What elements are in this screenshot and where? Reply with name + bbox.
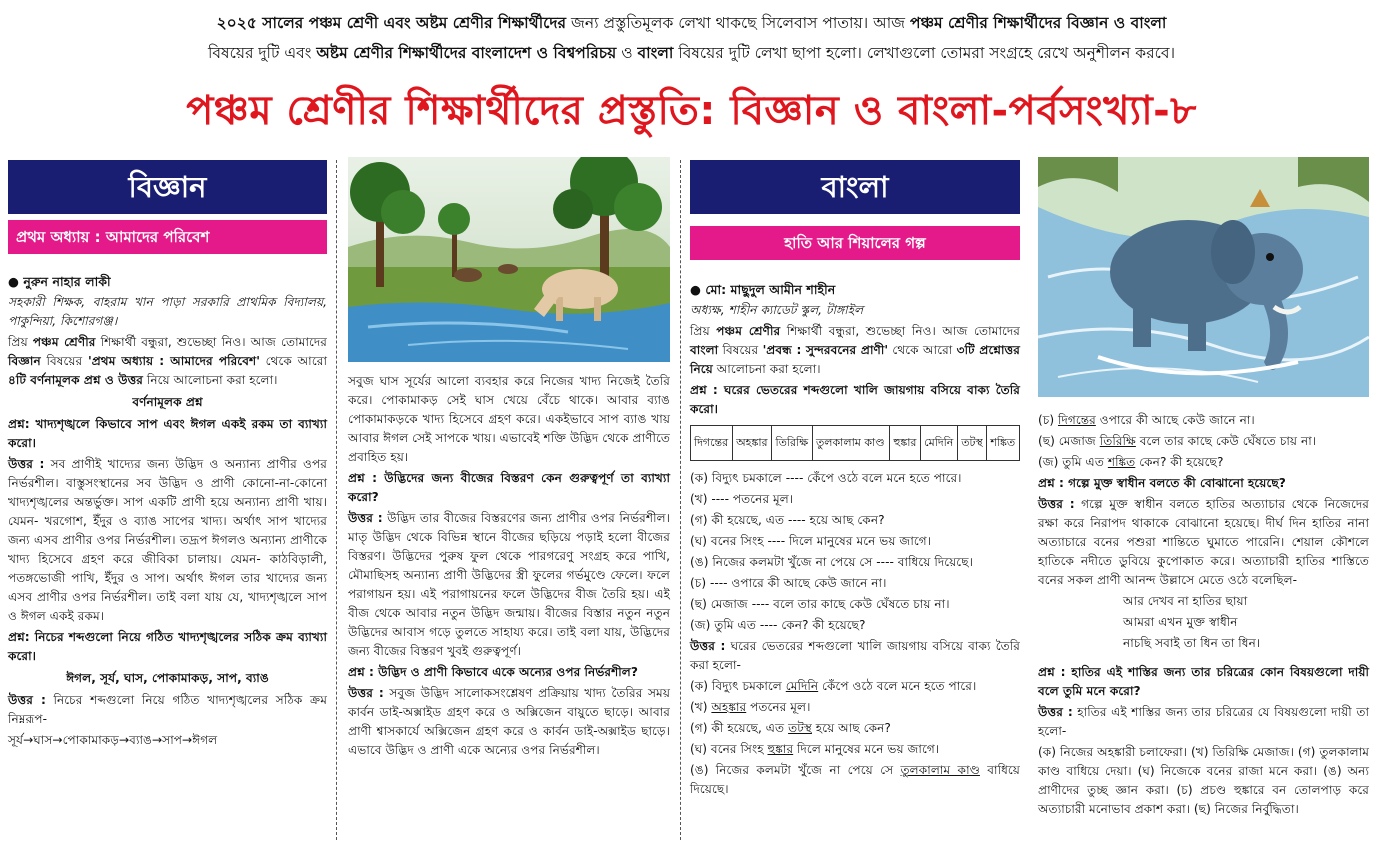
science-intro: প্রিয় পঞ্চম শ্রেণীর শিক্ষার্থী বন্ধুরা, শুভেচ্ছা নিও। আজ তোমাদের বিজ্ঞান বিষয়ের 'প্রথম অধ্যায় : আমাদের পরিবেশ' থেকে আরো ৪টি বর্ণনামূলক প্রশ্ন ও উত্তর নিয়ে আলোচনা করা হলো। (8, 335, 327, 387)
science-chapter-bar: প্রথম অধ্যায় : আমাদের পরিবেশ (8, 220, 327, 254)
bangla-blank-item: (ছ) মেজাজ ---- বলে তার কাছে কেউ ঘেঁষতে চায় না। (690, 597, 950, 611)
science-section-title: বিজ্ঞান (8, 160, 327, 214)
science-question-4: প্রশ্ন : উদ্ভিদ ও প্রাণী কিভাবে একে অন্যের ওপর নির্ভরশীল? (348, 665, 638, 679)
bangla-answer-item: (ঘ) বনের সিংহ হুঙ্কার দিলে মানুষের মনে ভয় জাগে। (690, 742, 940, 756)
science-answer-3: উত্তর : উদ্ভিদ তার বীজের বিস্তরণের জন্য প্রাণীর ওপর নির্ভরশীল। মাতৃ উদ্ভিদ থেকে বিভিন্ন স্থানে বীজের ছড়িয়ে পড়াই হলো বীজের বিস্তরণ। উদ্ভিদের পুরুষ ফুল থেকে পারগরেণু সংগ্রহ করে পাখি, মৌমাছিসহ অন্যান্য প্রাণী উদ্ভিদের স্ত্রী ফুলের গর্ভমুণ্ডে ফেলে। ফলে পরাগায়ন হয়। এই পরাগায়নের ফলে উদ্ভিদের বীজ তৈরি হয়। এই বীজ থেকে আবার নতুন উদ্ভিদ জন্মায়। বীজের বিস্তার নতুন নতুন উদ্ভিদের আবাস গড়ে তুলতে সাহায্য করে। তাই বলা যায়, উদ্ভিদের জন্য বীজের বিস্তরণ খুবই গুরুত্বপূর্ণ। (348, 511, 671, 658)
bangla-blank-item: (ঘ) বনের সিংহ ---- দিলে মানুষের মনে ভয় জাগে। (690, 534, 932, 548)
science-answer-2-continued: সবুজ ঘাস সূর্যের আলো ব্যবহার করে নিজের খাদ্য নিজেই তৈরি করে। পোকামাকড় সেই ঘাস খেয়ে বেঁচে থাকে। আবার ব্যাঙ পোকামাকড়কে খাদ্য হিসেবে গ্রহণ করে। একইভাবে সাপ ব্যাঙ খায় আবার ঈগল সেই সাপকে খায়। এভাবেই শক্তি উদ্ভিদ থেকে প্রাণীতে প্রবাহিত হয়। (348, 374, 670, 464)
science-question-2: প্রশ্ন: নিচের শব্দগুলো নিয়ে গঠিত খাদ্যশৃঙ্খলের সঠিক ক্রম ব্যাখ্যা করো। (8, 630, 327, 663)
bangla-author-info: অধ্যক্ষ, শাহীন ক্যাডেট স্কুল, টাঙ্গাইল (690, 303, 864, 317)
bangla-answer-3-list: (ক) নিজের অহঙ্কারী চলাফেরা। (খ) তিরিক্ষি মেজাজ। (গ) তুলকালাম কাণ্ড বাধিয়ে দেয়া। (ঘ) নিজেকে বনের রাজা মনে করা। (ঙ) অন্য প্রাণীদের তুচ্ছ জ্ঞান করা। (চ) প্রচণ্ড হুঙ্কারে বন তোলপাড় করে অত্যাচারী মনোভাব প্রকাশ করা। (ছ) নিজের নির্বুদ্ধিতা। (1038, 745, 1369, 816)
bangla-answer-item: (চ) দিগন্তের ওপারে কী আছে কেউ জানে না। (1038, 413, 1255, 427)
bangla-section-title: বাংলা (690, 160, 1020, 214)
bangla-blank-item: (ক) বিদ্যুৎ চমকালে ---- কেঁপে ওঠে বলে মনে হতে পারে। (690, 471, 962, 485)
science-answer-2: উত্তর : নিচের শব্দগুলো নিয়ে গঠিত খাদ্যশৃঙ্খলের সঠিক ক্রম নিম্নরূপ- (8, 693, 327, 726)
bangla-column-1 (690, 157, 1020, 801)
page-headline: পঞ্চম শ্রেণীর শিক্ষার্থীদের প্রস্তুতি: বিজ্ঞান ও বাংলা-পর্বসংখ্যা-৮ (186, 88, 1197, 134)
bangla-blank-item: (জ) তুমি এত ---- কেন? কী হয়েছে? (690, 618, 866, 632)
bangla-answer-2: উত্তর : গল্পে মুক্ত স্বাধীন বলতে হাতির অত্যাচার থেকে নিজেদের রক্ষা করে নিরাপদ থাকাকে বোঝানো হয়েছে। দীর্ঘ দিন হাতির নানা অত্যাচারে বনের পশুরা শান্তিতে ঘুমাতে পারেনি। শেয়াল কৌশলে হাতিকে নদীতে ডুবিয়ে কুপোকাত করে। অত্যাচারী হাতির শাস্তিতে বনের সকল প্রাণী আনন্দ উল্লাসে মেতে ওঠে বলেছিল- (1038, 497, 1370, 587)
intro-line-2: বিষয়ের দুটি এবং অষ্টম শ্রেণীর শিক্ষার্থীদের বাংলাদেশ ও বিশ্বপরিচয় ও বাংলা বিষয়ের দুটি লেখা ছাপা হলো। লেখাগুলো তোমরা সংগ্রহে রেখে অনুশীলন করবে। (207, 44, 1176, 62)
bangla-question-1: প্রশ্ন : ঘরের ভেতরের শব্দগুলো খালি জায়গায় বসিয়ে বাক্য তৈরি করো। (690, 383, 1020, 416)
intro-text (14, 8, 1369, 68)
bangla-author: ● মো: মাছুদুল আমীন শাহীন (690, 282, 836, 297)
bangla-verse-line: নাচছি সবাই তা ধিন তা ধিন। (1123, 636, 1261, 650)
word-box-cell: শঙ্কিত (987, 426, 1020, 461)
cow-drinking-water-illustration (348, 157, 670, 362)
bangla-answer-item: (খ) অহঙ্কার পতনের মূল। (690, 700, 811, 714)
bangla-blank-item: (খ) ---- পতনের মূল। (690, 492, 794, 506)
science-answer-4: উত্তর : সবুজ উদ্ভিদ সালোকসংশ্লেষণ প্রক্রিয়ায় খাদ্য তৈরির সময় কার্বন ডাই-অক্সাইড গ্রহণ করে ও অক্সিজেন বায়ুতে ছাড়ে। আবার প্রাণী শ্বাসকার্যে অক্সিজেন গ্রহণ করে ও কার্বন ডাই-অক্সাইড ছাড়ে। এভাবে উদ্ভিদ ও প্রাণী একে অন্যের ওপর নির্ভরশীল। (348, 686, 671, 757)
bangla-column-2 (1038, 157, 1369, 821)
bangla-word-box (690, 425, 1020, 461)
bangla-verse-line: আমরা এখন মুক্ত স্বাধীন (1123, 615, 1238, 629)
science-column-2 (348, 157, 670, 762)
science-descriptive-heading: বর্ণনামূলক প্রশ্ন (132, 395, 203, 409)
word-box-cell: হুঙ্কার (890, 426, 921, 461)
word-box-cell: তিরিক্ষি (772, 426, 813, 461)
science-food-chain: সূর্য→ঘাস→পোকামাকড়→ব্যাঙ→সাপ→ঈগল (8, 733, 218, 747)
word-box-cell: অহঙ্কার (733, 426, 772, 461)
bangla-blank-item: (চ) ---- ওপারে কী আছে কেউ জানে না। (690, 576, 887, 590)
bangla-answer-item: (ক) বিদ্যুৎ চমকালে মেদিনি কেঁপে ওঠে বলে মনে হতে পারে। (690, 679, 977, 693)
bangla-verse-line: আর দেখব না হাতির ছায়া (1123, 594, 1248, 608)
bangla-answer-item: (ছ) মেজাজ তিরিক্ষি বলে তার কাছে কেউ ঘেঁষতে চায় না। (1038, 434, 1317, 448)
bangla-answer-item: (গ) কী হয়েছে, এত তটস্থ হয়ে আছ কেন? (690, 721, 891, 735)
intro-line-1: ২০২৫ সালের পঞ্চম শ্রেণী এবং অষ্টম শ্রেণীর শিক্ষার্থীদের জন্য প্রস্তুতিমূলক লেখা থাকছে সিলেবাস পাতায়। আজ পঞ্চম শ্রেণীর শিক্ষার্থীদের বিজ্ঞান ও বাংলা (216, 14, 1167, 32)
science-question-2-words: ঈগল, সূর্য, ঘাস, পোকামাকড়, সাপ, ব্যাঙ (66, 671, 269, 685)
science-author-info: সহকারী শিক্ষক, বাহরাম খান পাড়া সরকারি প্রাথমিক বিদ্যালয়, পাকুন্দিয়া, কিশোরগঞ্জ। (8, 295, 327, 328)
science-question-1: প্রশ্ন: খাদ্যশৃঙ্খলে কিভাবে সাপ এবং ঈগল একই রকম তা ব্যাখ্যা করো। (8, 417, 327, 450)
bangla-blank-item: (ঙ) নিজের কলমটা খুঁজে না পেয়ে সে ---- বাধিয়ে দিয়েছে। (690, 555, 973, 569)
bangla-story-bar: হাতি আর শিয়ালের গল্প (690, 226, 1020, 260)
word-box-cell: মেদিনি (921, 426, 958, 461)
science-question-3: প্রশ্ন : উদ্ভিদের জন্য বীজের বিস্তরণ কেন গুরুত্বপূর্ণ তা ব্যাখ্যা করো? (348, 471, 670, 504)
bangla-question-3: প্রশ্ন : হাতির এই শাস্তির জন্য তার চরিত্রের কোন বিষয়গুলো দায়ী বলে তুমি মনে করো? (1038, 665, 1369, 698)
bangla-answer-1-intro: উত্তর : ঘরের ভেতরের শব্দগুলো খালি জায়গায় বসিয়ে বাক্য তৈরি করা হলো- (690, 639, 1021, 672)
science-answer-1: উত্তর : সব প্রাণীই খাদ্যের জন্য উদ্ভিদ ও অন্যান্য প্রাণীর ওপর নির্ভরশীল। বাস্তুসংস্থানের সব উদ্ভিদ ও প্রাণী কোনো-না-কোনো খাদ্যশৃঙ্খলের অন্তর্ভুক্ত। সাপ একটি প্রাণী হয়ে অন্যান্য প্রাণী খায়। যেমন- খরগোশ, ইঁদুর ও ব্যাঙ সাপের খাদ্য। অর্থাৎ সাপ খাদ্যের জন্য এসব প্রাণীর ওপর নির্ভরশীল। তদ্রূপ ঈগলও অন্যান্য প্রাণীকে খাদ্য হিসেবে গ্রহণ করে জীবিকা চালায়। যেমন- কাঠবিড়ালী, পতঙ্গভোজী পাখি, ইঁদুর ও সাপ। অর্থাৎ ঈগল তার খাদ্যের জন্য এসব প্রাণীর ওপর নির্ভরশীল। তাই বলা যায় যে, খাদ্যশৃঙ্খলে সাপ ও ঈগল একই রকম। (8, 457, 328, 623)
bangla-intro: প্রিয় পঞ্চম শ্রেণীর শিক্ষার্থী বন্ধুরা, শুভেচ্ছা নিও। আজ তোমাদের বাংলা বিষয়ের 'প্রবন্ধ : সুন্দরবনের প্রাণী' থেকে আরো ৩টি প্রশ্নোত্তর নিয়ে আলোচনা করা হলো। (690, 324, 1020, 376)
column-divider (336, 160, 337, 840)
word-box-cell: তুলকালাম কাণ্ড (813, 426, 890, 461)
elephant-in-river-illustration (1038, 157, 1369, 397)
science-column-1 (8, 157, 327, 752)
word-box-cell: দিগন্তের (691, 426, 733, 461)
science-author: ● নুরুন নাহার লাকী (8, 274, 111, 289)
word-box-cell: তটস্থ (958, 426, 987, 461)
bangla-blank-item: (গ) কী হয়েছে, এত ---- হয়ে আছ কেন? (690, 513, 885, 527)
bangla-question-2: প্রশ্ন : গল্পে মুক্ত স্বাধীন বলতে কী বোঝানো হয়েছে? (1038, 476, 1286, 490)
bangla-answer-item: (জ) তুমি এত শঙ্কিত কেন? কী হয়েছে? (1038, 455, 1224, 469)
bangla-answer-item: (ঙ) নিজের কলমটা খুঁজে না পেয়ে সে তুলকালাম কাণ্ড বাধিয়ে দিয়েছে। (690, 763, 1020, 796)
column-divider (680, 160, 681, 840)
bangla-answer-3: উত্তর : হাতির এই শাস্তির জন্য তার চরিত্রের যে বিষয়গুলো দায়ী তা হলো- (1038, 705, 1370, 738)
